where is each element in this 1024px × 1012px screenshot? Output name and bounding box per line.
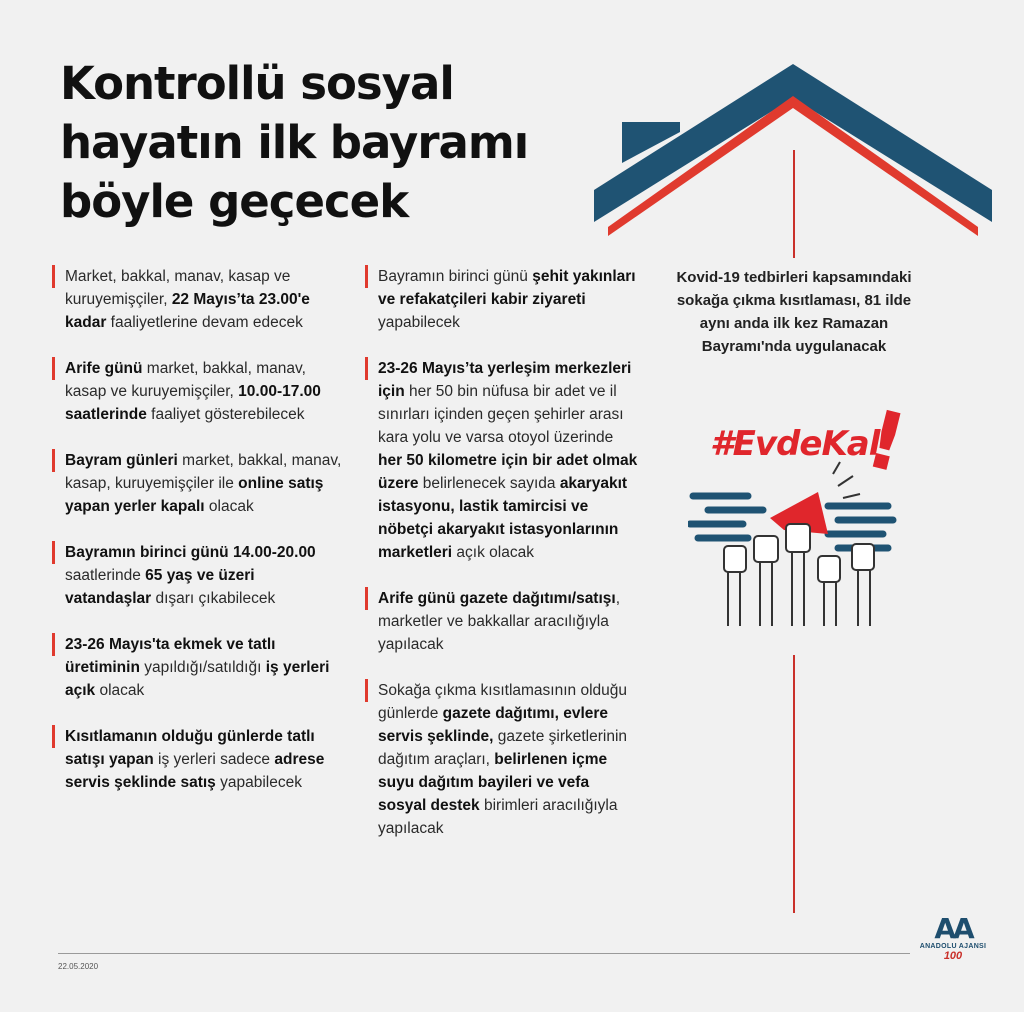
- text-run: market, bakkal, manav, kasap ve kuruyemişçiler,: [65, 360, 306, 400]
- bold-text: iş yerleri açık: [65, 659, 330, 699]
- bold-text: 23-26 Mayıs’ta yerleşim merkezleri için: [378, 360, 632, 400]
- bold-text: 22 Mayıs’ta 23.00'e kadar: [65, 291, 310, 331]
- list-item: [55, 633, 345, 702]
- bold-text: Bayramın birinci günü 14.00-20.00: [65, 544, 316, 561]
- bold-text: 10.00-17.00 saatlerinde: [65, 383, 321, 423]
- bold-text: Arife günü gazete dağıtımı/satışı: [378, 590, 616, 607]
- hashtag-text: #EvdeKal: [710, 424, 880, 464]
- title-line-3: böyle geçecek: [60, 175, 409, 228]
- bold-text: 65 yaş ve üzeri vatandaşlar: [65, 567, 255, 607]
- publish-date: 22.05.2020: [58, 962, 99, 971]
- left-column: [55, 265, 345, 817]
- bold-text: Arife günü: [65, 360, 143, 377]
- text-run: olacak: [95, 682, 145, 699]
- text-run: saatlerinde: [65, 567, 146, 584]
- text-run: birimleri aracılığıyla yapılacak: [378, 797, 618, 837]
- text-run: her 50 bin nüfusa bir adet ve il sınırları içinden geçen şehirler arası kara yolu ve varsa otoyol üzerinde: [378, 383, 624, 446]
- centennial-mark: 100: [943, 950, 963, 962]
- hashtag-evdekal: [710, 424, 879, 464]
- list-item: [55, 449, 345, 518]
- bold-text: adrese servis şeklinde satış: [65, 751, 325, 791]
- text-run: belirlenecek sayıda: [418, 475, 560, 492]
- agency-name: ANADOLU AJANSI: [919, 943, 987, 950]
- list-item: [55, 357, 345, 426]
- divider-line-lower: [793, 655, 795, 913]
- house-roof-icon: [590, 60, 1000, 245]
- text-run: Sokağa çıkma kısıtlamasının olduğu günlerde: [378, 682, 627, 722]
- bold-text: akaryakıt istasyonu, lastik tamircisi ve nöbetçi akaryakıt istasyonlarının marketleri: [378, 475, 628, 561]
- list-item: [368, 357, 640, 564]
- list-item: [55, 725, 345, 794]
- text-run: Market, bakkal, manav, kasap ve kuruyemişçiler,: [65, 268, 291, 308]
- text-run: gazete şirketlerinin dağıtım araçları,: [378, 728, 628, 768]
- list-item: [55, 541, 345, 610]
- bold-text: Kısıtlamanın olduğu günlerde tatlı satışı yapan: [65, 728, 315, 768]
- text-run: Bayramın birinci günü: [378, 268, 533, 285]
- page-title: [60, 54, 620, 231]
- list-item: [368, 265, 640, 334]
- text-run: faaliyet gösterebilecek: [146, 406, 305, 423]
- bold-text: online satış yapan yerler kapalı: [65, 475, 324, 515]
- title-line-2: hayatın ilk bayramı: [60, 116, 529, 169]
- bold-text: şehit yakınları ve refakatçileri kabir ziyareti: [378, 268, 636, 308]
- text-run: , marketler ve bakkallar aracılığıyla yapılacak: [378, 590, 621, 653]
- text-run: faaliyetlerine devam edecek: [106, 314, 303, 331]
- footer-divider: [58, 953, 910, 954]
- exclamation-mark: !: [857, 391, 916, 492]
- text-run: iş yerleri sadece: [153, 751, 275, 768]
- text-run: market, bakkal, manav, kasap, kuruyemişçiler ile: [65, 452, 342, 492]
- bold-text: Bayram günleri: [65, 452, 178, 469]
- text-run: dışarı çıkabilecek: [151, 590, 276, 607]
- middle-column: [368, 265, 640, 863]
- text-run: olacak: [204, 498, 254, 515]
- list-item: [368, 587, 640, 656]
- divider-line-upper: [793, 150, 795, 258]
- text-run: açık olacak: [452, 544, 534, 561]
- anadolu-agency-logo: [918, 912, 988, 962]
- kovid-note: Kovid-19 tedbirleri kapsamındaki sokağa çıkma kısıtlaması, 81 ilde aynı anda ilk kez Ramazan Bayramı'nda uygulanacak: [676, 269, 912, 355]
- text-run: yapabilecek: [215, 774, 302, 791]
- list-item: [368, 679, 640, 840]
- bold-text: 23-26 Mayıs'ta ekmek ve tatlı üretiminin: [65, 636, 276, 676]
- bold-text: belirlenen içme suyu dağıtım bayileri ve vefa sosyal destek: [378, 751, 608, 814]
- bold-text: gazete dağıtımı, evlere servis şeklinde,: [378, 705, 609, 745]
- text-run: yapıldığı/satıldığı: [139, 659, 266, 676]
- title-line-1: Kontrollü sosyal: [60, 57, 454, 110]
- text-run: yapabilecek: [378, 314, 460, 331]
- aa-logo-mark: AA: [934, 912, 972, 945]
- list-item: [55, 265, 345, 334]
- bold-text: her 50 kilometre için bir adet olmak üzere: [378, 452, 638, 492]
